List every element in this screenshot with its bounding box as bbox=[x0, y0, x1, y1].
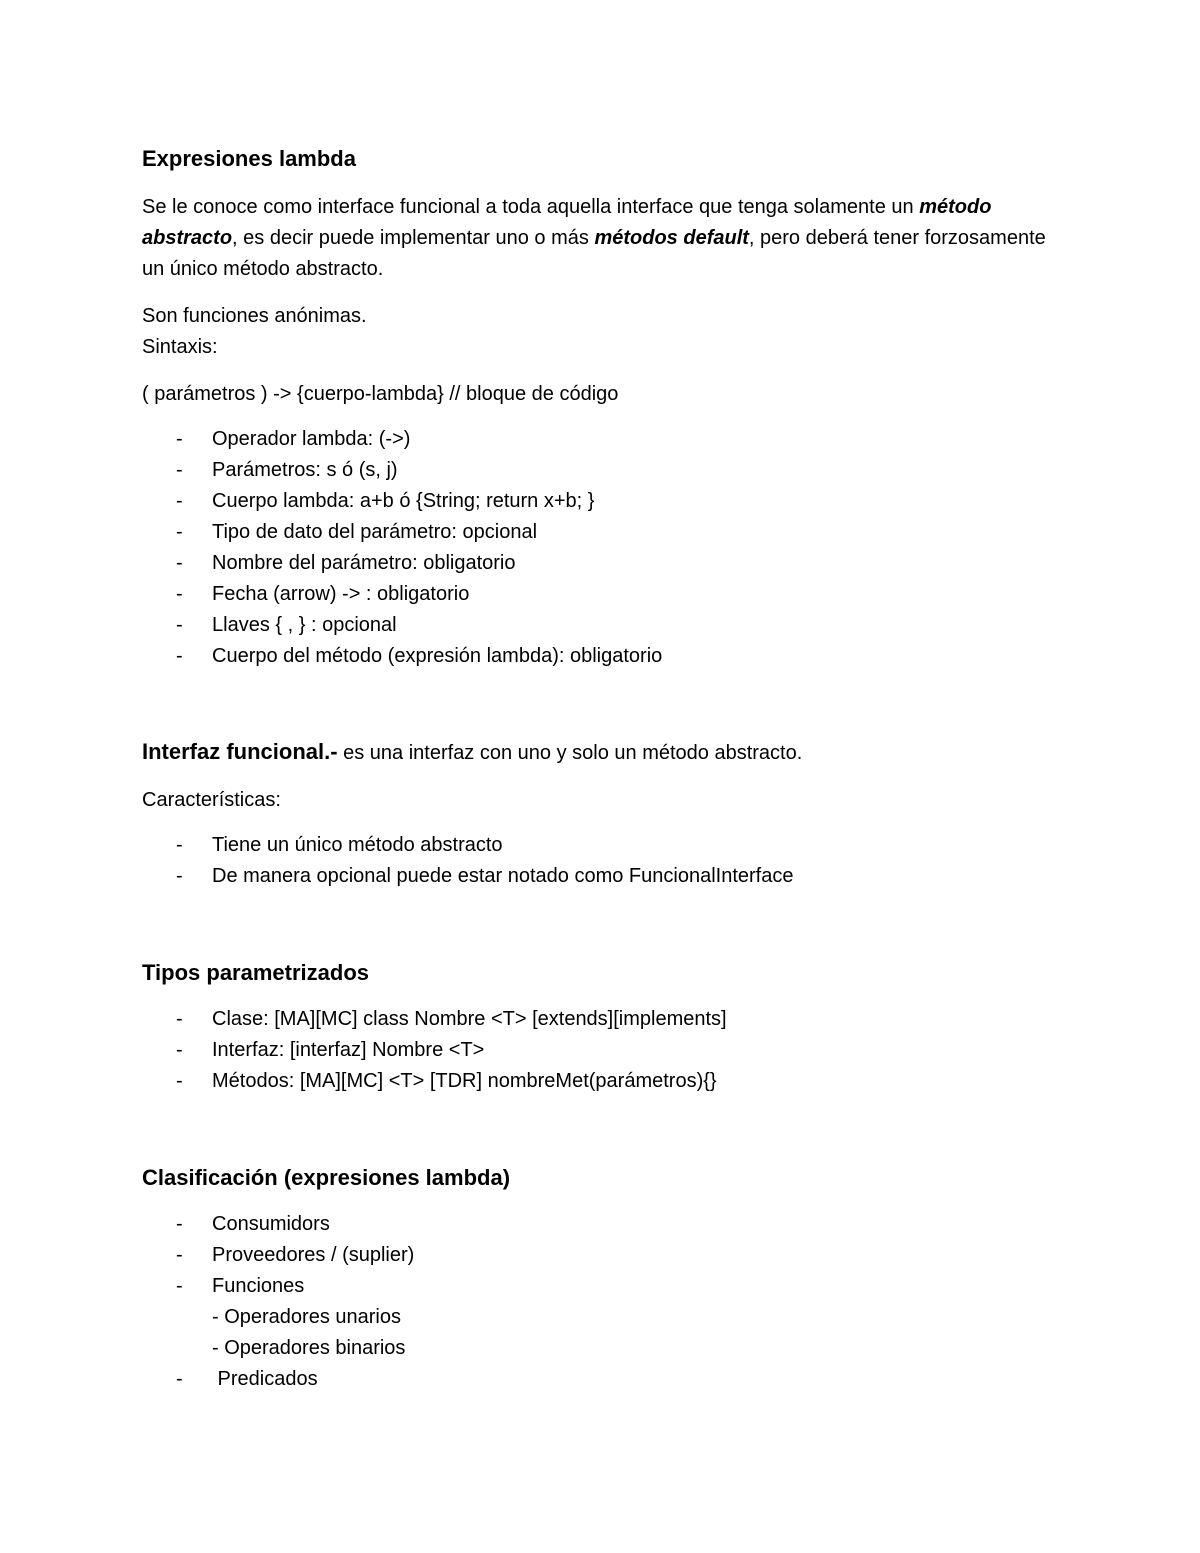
functional-interface-heading bbox=[142, 736, 1062, 769]
intro-text-1: Se le conoce como interface funcional a toda aquella interface que tenga solamente un bbox=[142, 196, 920, 218]
intro-emphasis-1: método abstracto bbox=[142, 196, 992, 249]
list-item: - Nombre del parámetro: obligatorio bbox=[142, 548, 1062, 579]
list-item: - Tipo de dato del parámetro: opcional bbox=[142, 517, 1062, 548]
list-item: - Consumidors bbox=[142, 1209, 1062, 1240]
list-item: - Parámetros: s ó (s, j) bbox=[142, 455, 1062, 486]
list-item: - Funciones bbox=[142, 1271, 1062, 1302]
document-page bbox=[142, 142, 1062, 1395]
lambda-parts-list bbox=[142, 424, 1062, 672]
intro-paragraph bbox=[142, 192, 1062, 285]
list-item: - Predicados bbox=[142, 1364, 1062, 1395]
list-item: - Operador lambda: (->) bbox=[142, 424, 1062, 455]
syntax-label: Sintaxis: bbox=[142, 336, 218, 358]
syntax-line: ( parámetros ) -> {cuerpo-lambda} // bloque de código bbox=[142, 383, 619, 405]
intro-text-3: , pero deberá tener forzosamente un único método abstracto. bbox=[142, 227, 1046, 280]
list-subitem: - Operadores unarios bbox=[212, 1306, 401, 1328]
section-title-expresiones-lambda: Expresiones lambda bbox=[142, 146, 356, 171]
functional-interface-definition: es una interfaz con uno y solo un método abstracto. bbox=[337, 742, 803, 764]
section-title-interfaz-funcional: Interfaz funcional.- bbox=[142, 739, 338, 764]
list-subitem: - Operadores binarios bbox=[212, 1337, 406, 1359]
list-item: - Cuerpo del método (expresión lambda): obligatorio bbox=[142, 641, 1062, 672]
list-item: - Métodos: [MA][MC] <T> [TDR] nombreMet(parámetros){} bbox=[142, 1066, 1062, 1097]
list-item: - Fecha (arrow) -> : obligatorio bbox=[142, 579, 1062, 610]
list-item: - De manera opcional puede estar notado como FuncionalInterface bbox=[142, 861, 1062, 892]
intro-text-2: , es decir puede implementar uno o más bbox=[232, 227, 595, 249]
classification-list bbox=[142, 1209, 1062, 1395]
section-title-clasificacion: Clasificación (expresiones lambda) bbox=[142, 1165, 511, 1190]
list-item: - Llaves { , } : opcional bbox=[142, 610, 1062, 641]
section-title-tipos-parametrizados: Tipos parametrizados bbox=[142, 960, 369, 985]
list-item: - Clase: [MA][MC] class Nombre <T> [extends][implements] bbox=[142, 1004, 1062, 1035]
parametrized-types-list bbox=[142, 1004, 1062, 1097]
list-item: - Tiene un único método abstracto bbox=[142, 830, 1062, 861]
characteristics-list bbox=[142, 830, 1062, 892]
intro-emphasis-2: métodos default bbox=[594, 227, 749, 249]
list-item: - Interfaz: [interfaz] Nombre <T> bbox=[142, 1035, 1062, 1066]
list-item: - Cuerpo lambda: a+b ó {String; return x+b; } bbox=[142, 486, 1062, 517]
characteristics-label: Características: bbox=[142, 789, 281, 811]
list-item: - Proveedores / (suplier) bbox=[142, 1240, 1062, 1271]
anonymous-functions-line: Son funciones anónimas. bbox=[142, 305, 367, 327]
